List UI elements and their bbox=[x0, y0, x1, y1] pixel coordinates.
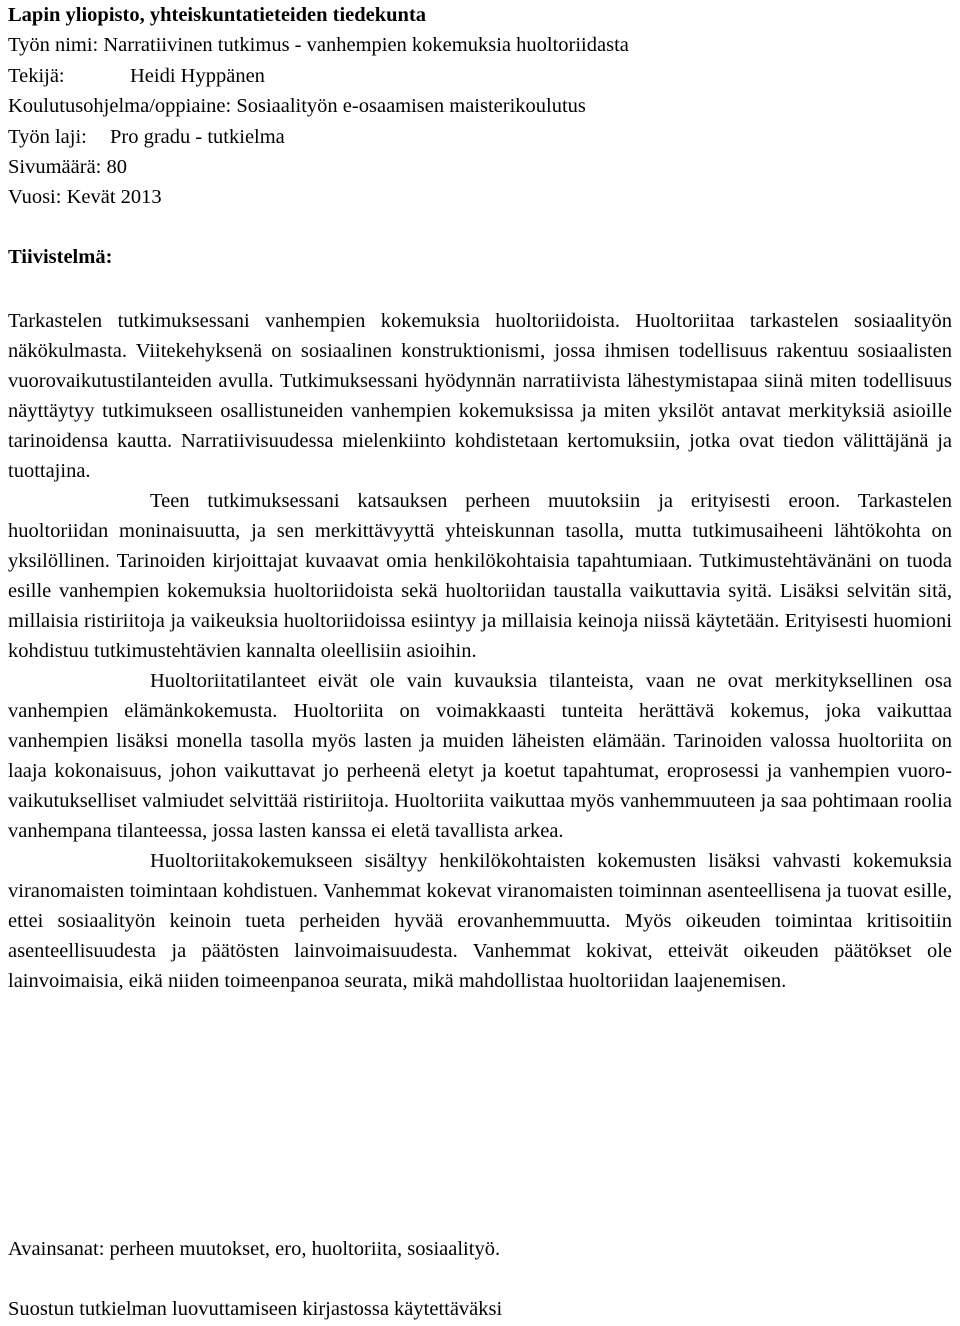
work-name-label: Työn nimi: bbox=[8, 34, 99, 57]
year-label: Vuosi: bbox=[8, 186, 62, 209]
abstract-paragraph-3: Huoltoriitatilanteet eivät ole vain kuvauksia tilanteista, vaan ne ovat merkityksellinen osa vanhempien elämänkokemusta. Huoltoriita on voimakkaasti tunteita herättävä kokemus, joka vaikuttaa vanhempien lisäksi monella tasolla myös lasten ja muiden läheisten elämään. Tarinoiden valossa huoltoriita on laaja kokonaisuus, johon vaikuttavat jo perheenä eletyt ja koetut tapahtumat, eroprosessi ja vanhempien vuorovaikutukselliset valmiudet selvittää ristiriitoja. Huoltoriita vaikuttaa myös vanhemmuuteen ja saa pohtimaan roolia vanhempana tilanteessa, jossa lasten kanssa ei eletä tavallista arkea. bbox=[8, 670, 952, 842]
type-label: Työn laji: bbox=[8, 125, 87, 148]
year-value: Kevät 2013 bbox=[66, 186, 162, 209]
programme-value: Sosiaalityön e-osaamisen maisterikoulutus bbox=[236, 95, 586, 118]
type-value: Pro gradu - tutkielma bbox=[110, 125, 285, 148]
abstract-body bbox=[8, 306, 952, 996]
author-value: Heidi Hyppänen bbox=[130, 64, 265, 87]
year-line bbox=[8, 182, 952, 212]
library-consent-line: Suostun tutkielman luovuttamiseen kirjastossa käytettäväksi bbox=[8, 1298, 503, 1320]
pages-value: 80 bbox=[106, 155, 127, 178]
type-line bbox=[8, 122, 952, 152]
work-name-line bbox=[8, 30, 952, 60]
abstract-paragraph-4: Huoltoriitakokemukseen sisältyy henkilökohtaisten kokemusten lisäksi vahvasti kokemuksia viranomaisten toimintaan kohdistuen. Vanhemmat kokevat viranomaisten toiminnan asenteellisena ja tuovat esille, ettei sosiaalityön keinoin tueta perheiden hyvää erovanhemmuutta. Myös oikeuden toimintaa kritisoitiin asenteellisuudesta ja päätösten lainvoimaisuudesta. Vanhemmat kokivat, etteivät oikeuden päätökset ole lainvoimaisia, eikä niiden toimeenpanoa seurata, mikä mahdollistaa huoltoriidan laajenemisen. bbox=[8, 850, 952, 992]
author-line bbox=[8, 61, 952, 91]
programme-line bbox=[8, 91, 952, 121]
work-name-value: Narratiivinen tutkimus - vanhempien kokemuksia huoltoriidasta bbox=[103, 34, 629, 57]
author-label: Tekijä: bbox=[8, 64, 65, 87]
abstract-heading: Tiivistelmä: bbox=[8, 246, 113, 268]
pages-label: Sivumäärä: bbox=[8, 155, 102, 178]
pages-line bbox=[8, 152, 952, 182]
thesis-header bbox=[8, 0, 952, 213]
abstract-paragraph-1: Tarkastelen tutkimuksessani vanhempien kokemuksia huoltoriidoista. Huoltoriitaa tarkastelen sosiaalityön näkökulmasta. Viitekehyksenä on sosiaalinen konstruktionismi, jossa ihmisen todellisuus rakentuu sosiaalisten vuorovaikutustilanteiden avulla. Tutkimuksessani hyödynnän narratiivista lähestymistapaa siinä miten todellisuus näyttäytyy tutkimukseen osallistuneiden vanhempien kokemuksissa ja miten yksilöt antavat merkityksiä asioille tarinoidensa kautta. Narratiivisuudessa mielenkiinto kohdistetaan kertomuksiin, jotka ovat tiedon välittäjänä ja tuottajina. bbox=[8, 310, 952, 482]
programme-label: Koulutusohjelma/oppiaine: bbox=[8, 95, 232, 118]
keywords-line: Avainsanat: perheen muutokset, ero, huoltoriita, sosiaalityö. bbox=[8, 1238, 501, 1260]
abstract-paragraph-2: Teen tutkimuksessani katsauksen perheen muutoksiin ja erityisesti eroon. Tarkastelen huoltoriidan moninaisuutta, ja sen merkittävyyttä yhteiskunnan tasolla, mutta tutkimusaiheeni lähtökohta on yksilöllinen. Tarinoiden kirjoittajat kuvaavat omia henkilökohtaisia tapahtumiaan. Tutkimustehtävänäni on tuoda esille vanhempien kokemuksia huoltoriidoista sekä huoltoriidan taustalla vaikuttavia syitä. Lisäksi selvitän sitä, millaisia ristiriitoja ja vaikeuksia huoltoriidoissa esiintyy ja millaisia keinoja niissä käytetään. Erityisesti huomioni kohdistuu tutkimustehtävien kannalta oleellisiin asioihin. bbox=[8, 490, 952, 662]
faculty-line: Lapin yliopisto, yhteiskuntatieteiden tiedekunta bbox=[8, 4, 427, 26]
